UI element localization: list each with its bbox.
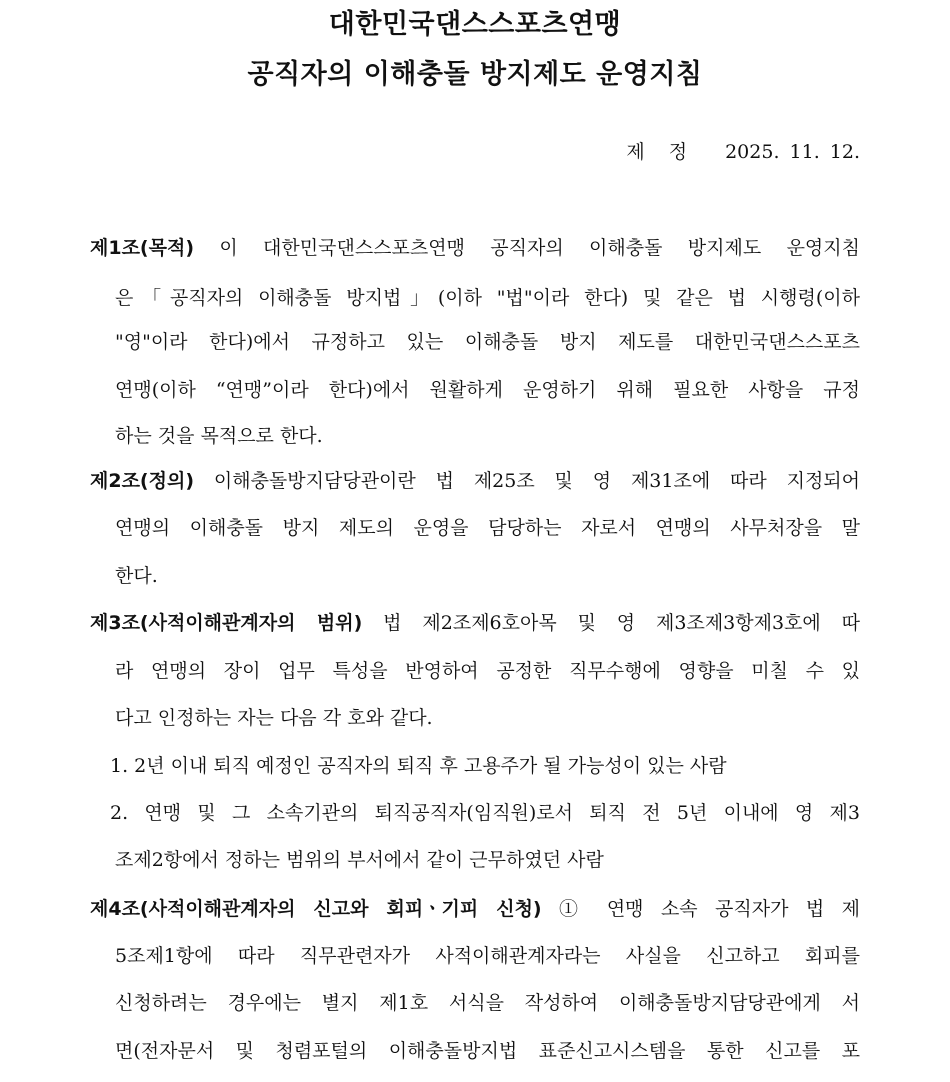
article-2-line-2: 연맹의 이해충돌 방지 제도의 운영을 담당하는 자로서 연맹의 사무처장을 말 [115,517,860,539]
enactment-date: 2025. 11. 12. [725,141,860,163]
article-3-item-2-cont: 조제2항에서 정하는 범위의 부서에서 같이 근무하였던 사람 [115,849,604,871]
enactment-info [626,137,860,164]
article-4-line-2: 5조제1항에 따라 직무관련자가 사적이해관계자라는 사실을 신고하고 회피를 [115,945,860,967]
article-3-line-2: 라 연맹의 장이 업무 특성을 반영하여 공정한 직무수행에 영향을 미칠 수 있 [115,660,860,682]
article-1-line-2: 은「공직자의 이해충돌 방지법」(이하 "법"이라 한다) 및 같은 법 시행령(이하 [115,287,860,309]
article-1-text: 이 대한민국댄스스포츠연맹 공직자의 이해충돌 방지제도 운영지침 [219,237,860,259]
article-3-line-1 [90,611,860,635]
article-1-line-4: 연맹(이하 “연맹”이라 한다)에서 원활하게 운영하기 위해 필요한 사항을 규정 [115,379,860,401]
article-4-text: ① 연맹 소속 공직자가 법 제 [559,898,860,920]
document-title-line2: 공직자의 이해충돌 방지제도 운영지침 [247,59,703,90]
article-1-line-1 [90,236,860,260]
enactment-label: 제정 [626,141,712,163]
article-4-line-1 [90,897,860,921]
document-title-line1: 대한민국댄스스포츠연맹 [328,9,622,40]
article-1-line-3: "영"이라 한다)에서 규정하고 있는 이해충돌 방지 제도를 대한민국댄스스포츠 [115,331,860,353]
article-4-line-4: 면(전자문서 및 청렴포털의 이해충돌방지법 표준신고시스템을 통한 신고를 포 [115,1040,860,1062]
article-4-heading: 제4조(사적이해관계자의 신고와 회피ㆍ기피 신청) [90,898,542,920]
article-2-line-1 [90,469,860,493]
article-3-heading: 제3조(사적이해관계자의 범위) [90,612,363,634]
article-3-item-1: 1. 2년 이내 퇴직 예정인 공직자의 퇴직 후 고용주가 될 가능성이 있는 사람 [110,755,727,777]
article-2-text: 이해충돌방지담당관이란 법 제25조 및 영 제31조에 따라 지정되어 [213,470,860,492]
article-1-heading: 제1조(목적) [90,237,195,259]
article-4-line-3: 신청하려는 경우에는 별지 제1호 서식을 작성하여 이해충돌방지담당관에게 서 [115,992,860,1014]
article-3-text: 법 제2조제6호아목 및 영 제3조제3항제3호에 따 [383,612,860,634]
article-1-line-5: 하는 것을 목적으로 한다. [115,425,323,447]
article-2-line-3: 한다. [115,565,158,587]
article-2-heading: 제2조(정의) [90,470,195,492]
article-3-item-2: 2. 연맹 및 그 소속기관의 퇴직공직자(임직원)로서 퇴직 전 5년 이내에 영 제3 [110,802,860,824]
article-3-line-3: 다고 인정하는 자는 다음 각 호와 같다. [115,707,433,729]
